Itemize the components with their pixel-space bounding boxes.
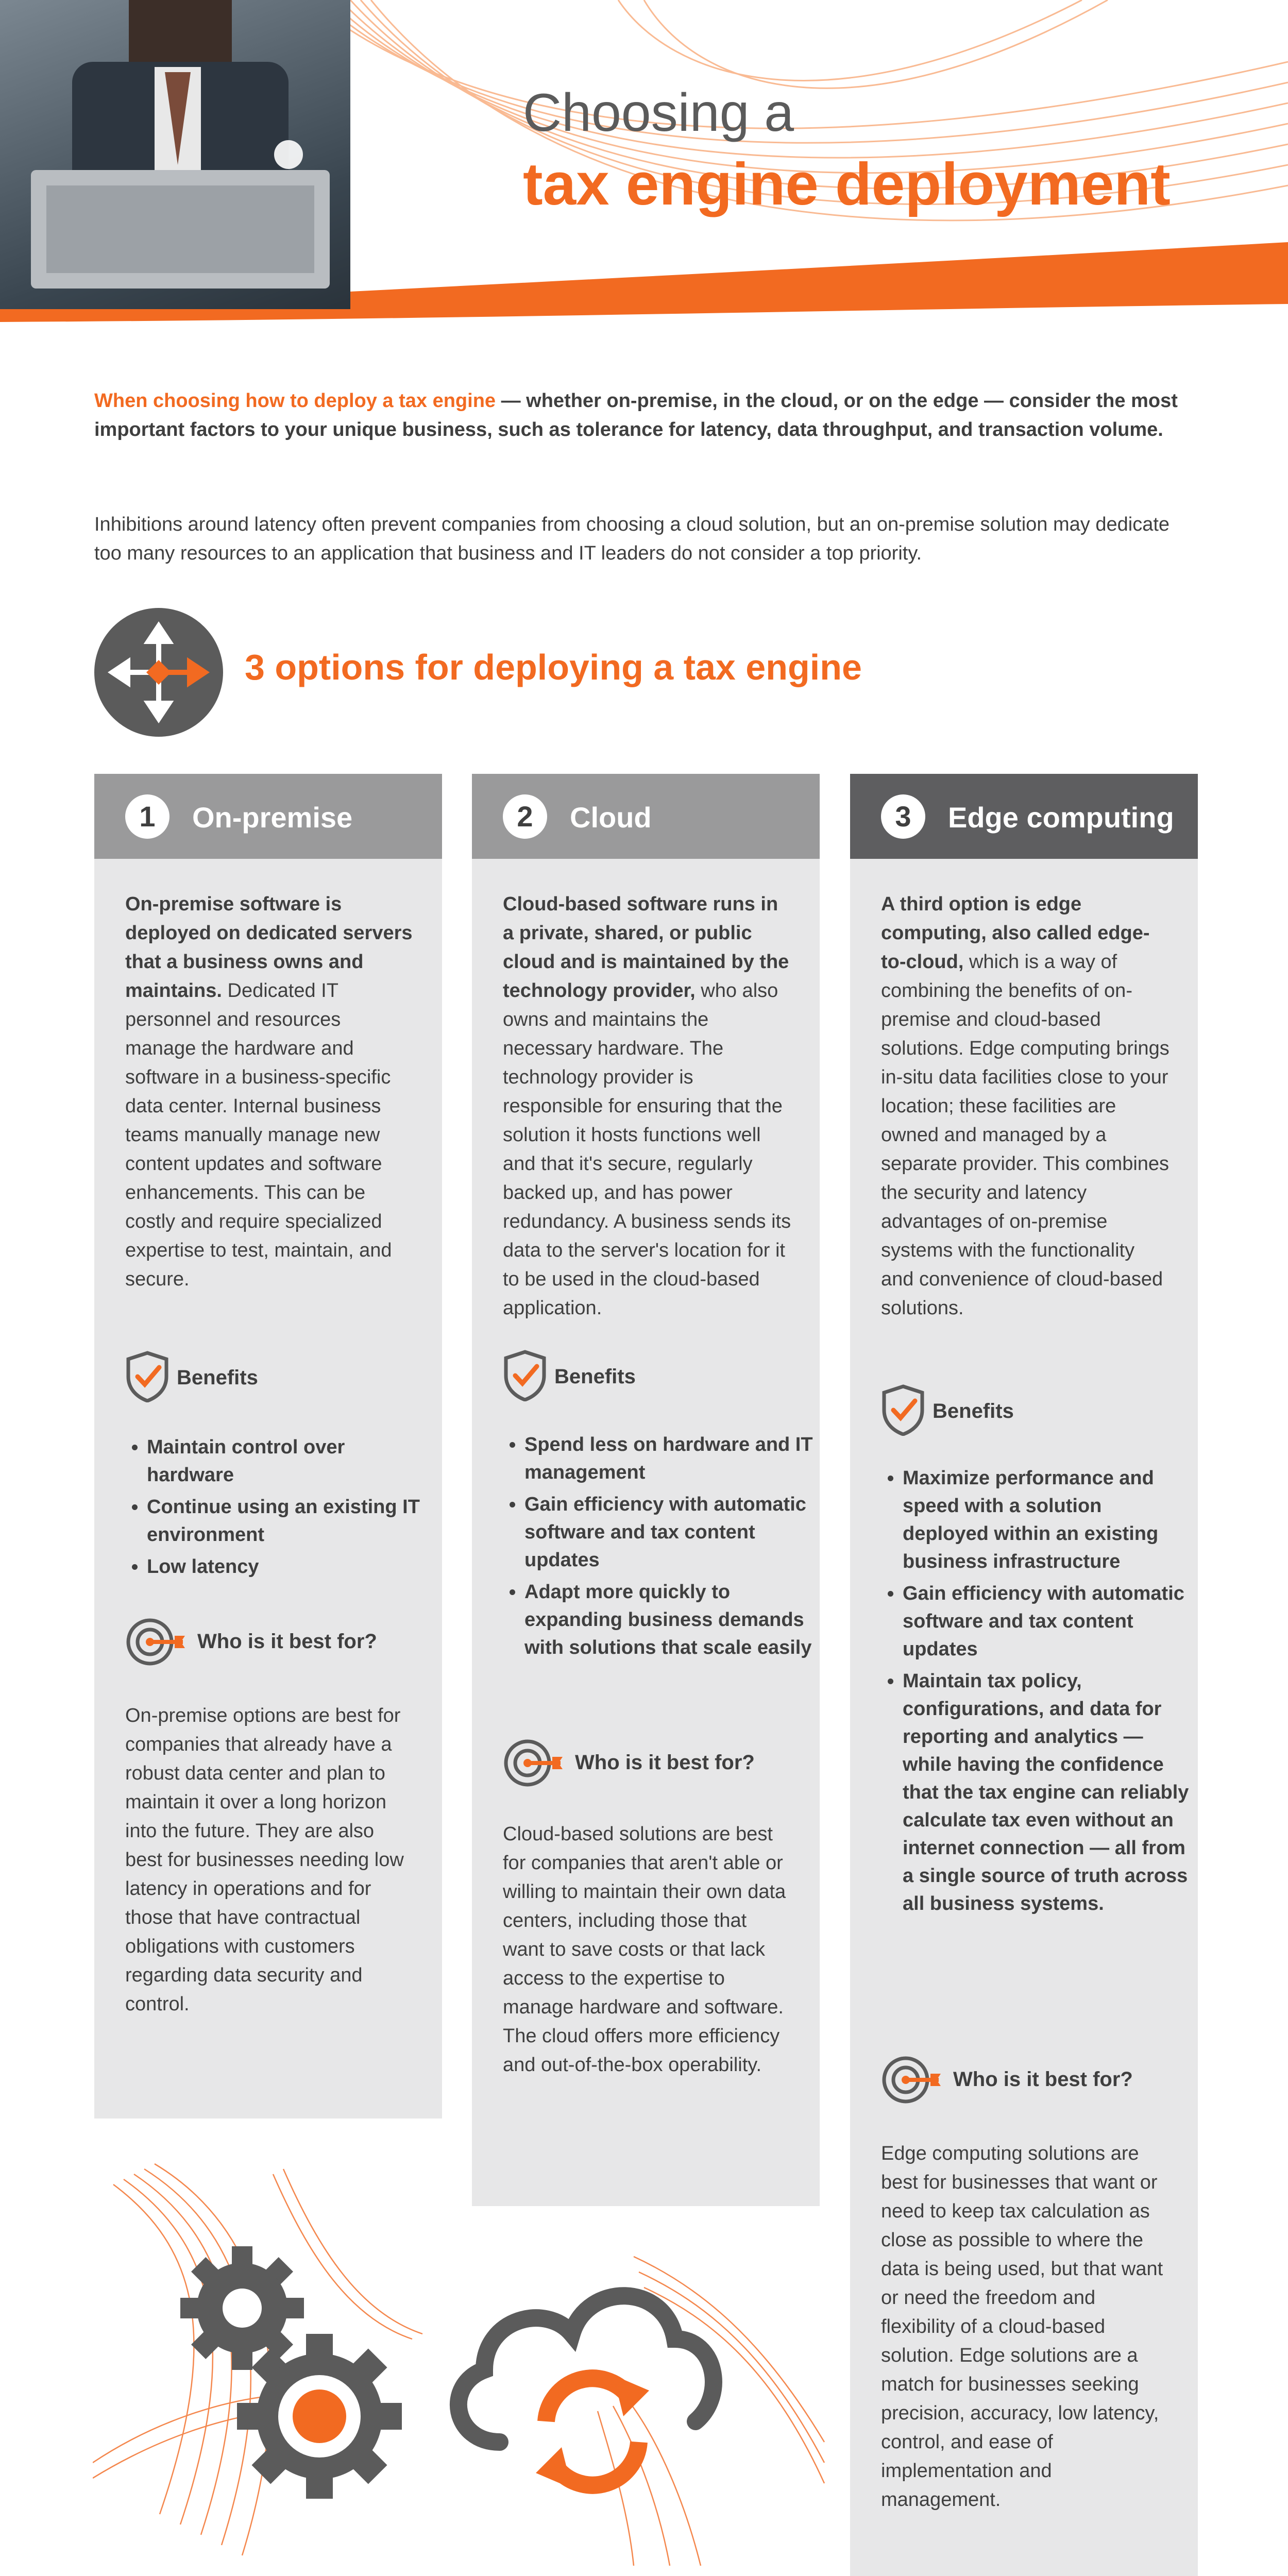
who-description: Cloud-based solutions are best for companies that aren't able or willing to maintain their own data centers, including those that want to save costs or that lack access to the expertise to manage hardware and software. The cloud offers more efficiency and out-of-the-box operability. — [503, 1823, 786, 2076]
shield-check-icon — [125, 1351, 170, 1402]
benefit-item: • Adapt more quickly to expanding business demands with solutions that scale easily — [524, 1578, 813, 1662]
description-rest: who also owns and maintains the necessary hardware. The technology provider is responsible for ensuring that the solution it hosts functions well and that it's secure, regularly backed up, and has power redundancy. A business sends its data to the server's location for it to be used in the cloud-based application. — [503, 980, 791, 1319]
page-title-line2: tax engine deployment — [523, 150, 1171, 217]
benefits-list — [125, 1433, 435, 1585]
hero-photo-person-laptop — [0, 0, 350, 309]
shield-check-icon — [503, 1350, 547, 1401]
column-title: On-premise — [192, 801, 353, 834]
benefits-label: Benefits — [554, 1365, 636, 1388]
large-gear-icon — [237, 2334, 402, 2499]
benefit-item: • Low latency — [147, 1553, 435, 1581]
description-rest: Dedicated IT personnel and resources manage the hardware and software in a business-specific data center. Internal business teams manually manage new content updates and software enhancements. This can be costly and require specialized expertise to test, maintain, and secure. — [125, 980, 392, 1290]
intro-paragraph-2: Inhibitions around latency often prevent companies from choosing a cloud solution, but an on-premise solution may dedicate too many resources to an application that business and IT leaders do not consider a top priority. — [94, 514, 1170, 564]
benefit-item: • Continue using an existing IT environment — [147, 1493, 435, 1549]
intro-p1-rest: — whether on-premise, in the cloud, or on the edge — consider the most important factors to your unique business, such as tolerance for latency, data throughput, and transaction volume. — [94, 390, 1178, 440]
column-header — [850, 774, 1198, 859]
benefit-item: • Maintain control over hardware — [147, 1433, 435, 1489]
description-bold: On-premise software is deployed on dedicated servers that a business owns and maintains. — [125, 893, 413, 1002]
description-rest: which is a way of combining the benefits of on-premise and cloud-based solutions. Edge computing brings in-situ data facilities close to your location; these facilities are owned and managed by a separate provider. This combines the security and latency advantages of on-premise systems with the functionality and convenience of cloud-based solutions. — [881, 951, 1170, 1319]
column-number: 3 — [881, 794, 925, 839]
page-title-line1: Choosing a — [523, 83, 794, 143]
column-title: Edge computing — [948, 801, 1174, 834]
column-header — [94, 774, 442, 859]
column-description — [503, 890, 791, 1323]
column-description — [881, 890, 1170, 1323]
benefit-item: • Maximize performance and speed with a solution deployed within an existing business infrastructure — [903, 1464, 1191, 1575]
column-cloud — [472, 774, 820, 2206]
who-description: On-premise options are best for companies that already have a robust data center and plan to maintain it over a long horizon into the future. They are also best for businesses needing low latency in operations and for those that have contractual obligations with customers regarding data security and control. — [125, 1705, 404, 2015]
target-icon — [503, 1737, 565, 1789]
column-edge-computing — [850, 774, 1198, 2576]
options-section-title: 3 options for deploying a tax engine — [245, 647, 862, 687]
intro-paragraph-1 — [94, 386, 1202, 444]
laptop-illustration — [0, 0, 350, 309]
description-bold: A third option is edge computing, also called edge-to-cloud, — [881, 893, 1150, 973]
gears-cloud-illustration — [93, 2154, 829, 2566]
column-number: 2 — [503, 794, 547, 839]
hero-banner — [0, 0, 1288, 330]
benefit-item: • Maintain tax policy, configurations, and data for reporting and analytics — while having the confidence that the tax engine can reliably calculate tax even without an internet connection — all from a single source of truth across all business systems. — [903, 1667, 1191, 1918]
description-bold: Cloud-based software runs in a private, shared, or public cloud and is maintained by the technology provider, — [503, 893, 789, 1002]
who-label: Who is it best for? — [575, 1751, 755, 1774]
small-gear-icon — [180, 2246, 304, 2370]
benefits-list — [881, 1464, 1191, 1922]
arrows-icon — [94, 608, 223, 737]
benefit-item: • Gain efficiency with automatic software and tax content updates — [903, 1580, 1191, 1663]
intro-highlight: When choosing how to deploy a tax engine — [94, 390, 496, 412]
cloud-sync-icon — [459, 2296, 714, 2488]
column-header — [472, 774, 820, 859]
shield-check-icon — [881, 1384, 925, 1436]
who-description: Edge computing solutions are best for businesses that want or need to keep tax calculation as close as possible to where the data is being used, but that want or need the freedom and flexibility of a cloud-based solution. Edge solutions are a match for businesses seeking precision, accuracy, low latency, control, and ease of implementation and management. — [881, 2143, 1163, 2511]
benefits-label: Benefits — [177, 1366, 258, 1389]
benefits-label: Benefits — [933, 1400, 1014, 1422]
column-description — [125, 890, 414, 1294]
benefits-list — [503, 1431, 813, 1666]
column-title: Cloud — [570, 801, 652, 834]
benefit-item: • Gain efficiency with automatic software and tax content updates — [524, 1490, 813, 1574]
who-label: Who is it best for? — [953, 2068, 1133, 2091]
target-icon — [125, 1616, 187, 1668]
benefit-item: • Spend less on hardware and IT management — [524, 1431, 813, 1486]
who-label: Who is it best for? — [197, 1630, 377, 1653]
column-number: 1 — [125, 794, 170, 839]
column-on-premise — [94, 774, 442, 2119]
target-icon — [881, 2054, 943, 2106]
